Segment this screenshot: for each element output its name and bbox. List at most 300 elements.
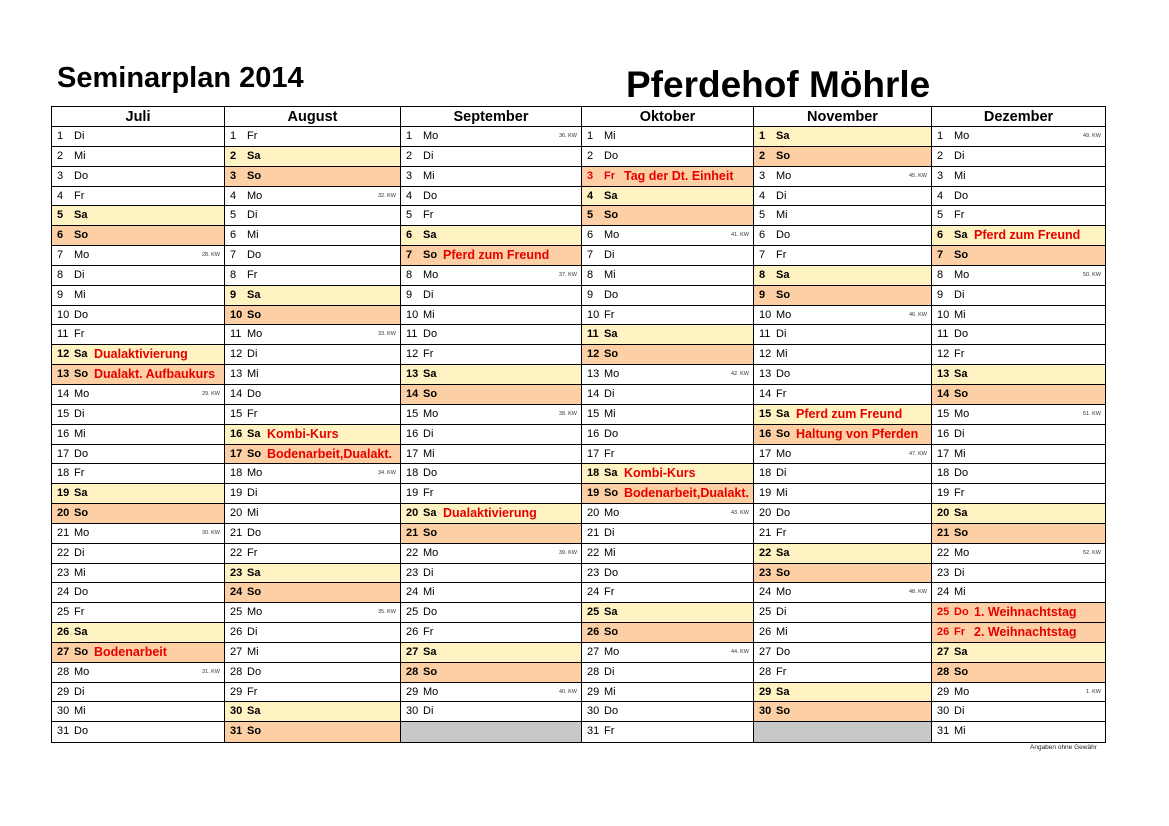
- day-number: 17: [937, 447, 950, 460]
- day-number: 17: [587, 447, 600, 460]
- day-number: 8: [937, 268, 944, 281]
- day-cell: [932, 345, 1105, 365]
- day-number: 22: [57, 546, 70, 559]
- weekday: Fr: [247, 268, 258, 281]
- weekday: Do: [604, 149, 619, 162]
- weekday: Fr: [423, 209, 434, 222]
- day-number: 9: [937, 288, 944, 301]
- weekday: Fr: [954, 626, 965, 639]
- day-number: 4: [57, 189, 64, 202]
- day-cell: [52, 365, 224, 385]
- day-cell: [582, 365, 753, 385]
- day-cell: [225, 306, 400, 326]
- day-number: 20: [587, 507, 600, 520]
- week-number: 34. KW: [377, 470, 396, 477]
- day-cell: [582, 246, 753, 266]
- day-cell: [401, 425, 581, 445]
- day-cell: [401, 464, 581, 484]
- day-cell: [52, 147, 224, 167]
- day-cell: [932, 464, 1105, 484]
- day-cell: [582, 464, 753, 484]
- day-number: 6: [937, 229, 944, 242]
- weekday: Mi: [247, 645, 259, 658]
- day-cell: [52, 603, 224, 623]
- weekday: Fr: [247, 407, 258, 420]
- weekday: Sa: [74, 209, 88, 222]
- day-cell: [225, 286, 400, 306]
- weekday: Mo: [776, 169, 792, 182]
- weekday: Sa: [776, 407, 790, 420]
- day-number: 23: [587, 566, 600, 579]
- week-number: 33. KW: [377, 331, 396, 338]
- weekday: Do: [247, 387, 262, 400]
- weekday: Mo: [74, 249, 90, 262]
- day-number: 30: [759, 705, 772, 718]
- day-cell: [225, 246, 400, 266]
- day-cell: [932, 623, 1105, 643]
- day-cell: [401, 524, 581, 544]
- weekday: Mo: [423, 407, 439, 420]
- weekday: Mi: [776, 487, 788, 500]
- day-number: 21: [587, 526, 600, 539]
- weekday: So: [604, 209, 619, 222]
- day-cell: [52, 722, 224, 742]
- day-number: 14: [230, 387, 243, 400]
- day-number: 10: [57, 308, 70, 321]
- event-label: Dualakt. Aufbaukurs: [94, 367, 216, 382]
- week-number: 28. KW: [201, 252, 220, 259]
- event-label: Pferd zum Freund: [796, 406, 903, 421]
- day-number: 5: [230, 209, 237, 222]
- day-number: 25: [406, 606, 419, 619]
- weekday: Fr: [776, 665, 787, 678]
- weekday: Mo: [604, 368, 620, 381]
- day-cell: [754, 425, 931, 445]
- day-cell: [754, 583, 931, 603]
- day-number: 8: [57, 268, 64, 281]
- day-cell: [754, 484, 931, 504]
- day-cell: [932, 187, 1105, 207]
- day-cell: [225, 266, 400, 286]
- month-column-juli: [52, 107, 224, 742]
- weekday: Do: [423, 328, 438, 341]
- day-number: 5: [406, 209, 413, 222]
- day-cell: [932, 722, 1105, 742]
- weekday: Mo: [954, 546, 970, 559]
- day-number: 26: [587, 626, 600, 639]
- day-cell: [225, 365, 400, 385]
- day-number: 29: [587, 685, 600, 698]
- day-cell: [582, 524, 753, 544]
- weekday: Sa: [954, 645, 968, 658]
- day-cell: [754, 206, 931, 226]
- day-cell: [52, 564, 224, 584]
- day-cell: [932, 683, 1105, 703]
- day-cell: [582, 504, 753, 524]
- day-cell: [582, 345, 753, 365]
- weekday: Do: [604, 427, 619, 440]
- week-number: 39. KW: [558, 549, 577, 556]
- weekday: Di: [776, 606, 787, 619]
- day-cell: [52, 345, 224, 365]
- day-number: 29: [230, 685, 243, 698]
- weekday: So: [776, 149, 791, 162]
- day-cell: [225, 445, 400, 465]
- weekday: So: [74, 229, 89, 242]
- day-number: 24: [937, 586, 950, 599]
- event-label: Bodenarbeit,Dualakt.: [267, 446, 393, 461]
- weekday: Mo: [247, 328, 263, 341]
- day-number: 16: [406, 427, 419, 440]
- weekday: Do: [604, 288, 619, 301]
- week-number: 36. KW: [558, 133, 577, 139]
- day-cell: [52, 325, 224, 345]
- week-number: 50. KW: [1082, 271, 1101, 278]
- day-number: 21: [759, 526, 772, 539]
- day-number: 7: [406, 249, 413, 262]
- day-number: 11: [587, 328, 599, 341]
- day-cell: [52, 127, 224, 147]
- weekday: Do: [604, 566, 619, 579]
- weekday: So: [954, 665, 969, 678]
- day-cell: [754, 365, 931, 385]
- day-cell: [52, 643, 224, 663]
- day-cell: [754, 603, 931, 623]
- day-number: 16: [937, 427, 950, 440]
- day-number: 19: [937, 487, 950, 500]
- day-number: 14: [937, 387, 950, 400]
- event-label: Bodenarbeit,Dualakt.: [624, 486, 750, 501]
- day-number: 6: [587, 229, 594, 242]
- day-cell: [582, 702, 753, 722]
- day-cell: [52, 405, 224, 425]
- day-number: 6: [759, 229, 766, 242]
- event-label: Kombi-Kurs: [267, 426, 339, 441]
- event-label: Dualaktivierung: [443, 506, 537, 521]
- day-cell: [401, 544, 581, 564]
- day-number: 2: [406, 149, 413, 162]
- day-cell: [932, 702, 1105, 722]
- day-cell: [582, 583, 753, 603]
- day-number: 7: [587, 249, 594, 262]
- day-number: 21: [57, 526, 70, 539]
- day-cell: [582, 663, 753, 683]
- day-number: 25: [230, 606, 243, 619]
- weekday: Mo: [74, 526, 90, 539]
- day-cell: [754, 266, 931, 286]
- weekday: Sa: [247, 149, 261, 162]
- weekday: Di: [423, 566, 434, 579]
- day-number: 14: [759, 387, 772, 400]
- day-number: 31: [587, 725, 600, 738]
- day-cell: [401, 325, 581, 345]
- weekday: Di: [604, 526, 615, 539]
- day-cell: [582, 266, 753, 286]
- day-number: 7: [57, 249, 64, 262]
- weekday: Di: [776, 328, 787, 341]
- day-cell: [582, 623, 753, 643]
- month-header: September: [401, 107, 581, 127]
- weekday: Fr: [954, 209, 965, 222]
- weekday: So: [954, 249, 969, 262]
- day-cell: [401, 683, 581, 703]
- weekday: Sa: [247, 288, 261, 301]
- day-cell: [582, 484, 753, 504]
- day-number: 15: [57, 407, 70, 420]
- day-cell: [932, 583, 1105, 603]
- day-number: 12: [406, 348, 419, 361]
- week-number: 31. KW: [201, 668, 220, 675]
- day-cell: [754, 643, 931, 663]
- day-number: 9: [406, 288, 413, 301]
- day-number: 11: [57, 328, 69, 341]
- month-column-november: [753, 107, 931, 742]
- day-number: 27: [937, 645, 950, 658]
- day-cell: [225, 127, 400, 147]
- day-cell: [754, 187, 931, 207]
- day-cell: [932, 484, 1105, 504]
- day-cell: [582, 167, 753, 187]
- day-number: 18: [759, 467, 772, 480]
- day-number: 23: [406, 566, 419, 579]
- day-cell: [225, 683, 400, 703]
- day-number: 10: [587, 308, 600, 321]
- day-cell: [932, 643, 1105, 663]
- day-number: 10: [937, 308, 950, 321]
- weekday: Mi: [74, 566, 86, 579]
- day-cell: [225, 187, 400, 207]
- day-cell: [401, 187, 581, 207]
- weekday: Di: [74, 546, 85, 559]
- day-number: 18: [57, 467, 70, 480]
- day-cell: [225, 206, 400, 226]
- day-cell: [582, 286, 753, 306]
- day-cell: [225, 583, 400, 603]
- day-cell: [582, 385, 753, 405]
- day-number: 7: [759, 249, 766, 262]
- weekday: Di: [604, 665, 615, 678]
- day-cell: [754, 683, 931, 703]
- weekday: So: [74, 368, 89, 381]
- weekday: Di: [74, 685, 85, 698]
- weekday: So: [423, 665, 438, 678]
- day-number: 21: [230, 526, 243, 539]
- weekday: Di: [776, 189, 787, 202]
- day-number: 1: [587, 130, 594, 142]
- day-cell: [52, 504, 224, 524]
- day-number: 24: [406, 586, 419, 599]
- disclaimer-note: Angaben ohne Gewähr: [1030, 744, 1097, 751]
- day-cell: [754, 464, 931, 484]
- weekday: Mo: [776, 308, 792, 321]
- weekday: Mi: [604, 268, 616, 281]
- weekday: So: [954, 526, 969, 539]
- day-cell: [225, 702, 400, 722]
- day-number: 19: [759, 487, 772, 500]
- day-number: 20: [759, 507, 772, 520]
- day-number: 19: [230, 487, 243, 500]
- weekday: Do: [954, 606, 969, 619]
- day-number: 16: [759, 427, 772, 440]
- day-number: 3: [759, 169, 766, 182]
- day-number: 19: [587, 487, 600, 500]
- weekday: Do: [776, 507, 791, 520]
- day-number: 8: [230, 268, 237, 281]
- day-cell: [401, 623, 581, 643]
- weekday: Di: [74, 407, 85, 420]
- day-number: 4: [587, 189, 594, 202]
- weekday: Mi: [423, 447, 435, 460]
- weekday: Di: [247, 348, 258, 361]
- weekday: Mi: [604, 130, 616, 142]
- weekday: Di: [954, 705, 965, 718]
- day-number: 12: [230, 348, 243, 361]
- weekday: Mo: [604, 229, 620, 242]
- weekday: Di: [954, 149, 965, 162]
- day-cell: [932, 206, 1105, 226]
- weekday: Mi: [776, 209, 788, 222]
- day-number: 2: [759, 149, 766, 162]
- day-number: 20: [57, 507, 70, 520]
- day-number: 11: [937, 328, 949, 341]
- day-number: 27: [57, 645, 70, 658]
- month-header: Dezember: [932, 107, 1105, 127]
- day-number: 20: [230, 507, 243, 520]
- day-number: 22: [937, 546, 950, 559]
- day-number: 24: [230, 586, 243, 599]
- weekday: Di: [74, 130, 85, 142]
- day-cell: [754, 663, 931, 683]
- weekday: Fr: [423, 487, 434, 500]
- calendar-grid: [51, 106, 1106, 743]
- day-number: 9: [57, 288, 64, 301]
- weekday: Sa: [247, 566, 261, 579]
- weekday: Fr: [604, 447, 615, 460]
- weekday: So: [776, 288, 791, 301]
- day-cell: [401, 445, 581, 465]
- weekday: Sa: [74, 487, 88, 500]
- day-number: 19: [57, 487, 70, 500]
- day-cell: [401, 286, 581, 306]
- weekday: Mo: [954, 407, 970, 420]
- day-cell: [754, 167, 931, 187]
- weekday: Fr: [74, 189, 85, 202]
- weekday: Mo: [423, 268, 439, 281]
- weekday: So: [604, 487, 619, 500]
- weekday: So: [74, 507, 89, 520]
- day-number: 28: [587, 665, 600, 678]
- weekday: Mo: [776, 447, 792, 460]
- weekday: Fr: [423, 626, 434, 639]
- day-cell: [401, 643, 581, 663]
- weekday: Mi: [776, 626, 788, 639]
- day-number: 10: [230, 308, 243, 321]
- day-number: 13: [230, 368, 243, 381]
- day-cell: [52, 246, 224, 266]
- weekday: Mo: [954, 130, 970, 142]
- day-number: 20: [937, 507, 950, 520]
- weekday: Do: [74, 725, 89, 738]
- week-number: 29. KW: [201, 390, 220, 397]
- weekday: So: [423, 249, 438, 262]
- day-cell: [754, 306, 931, 326]
- day-number: 23: [937, 566, 950, 579]
- weekday: Do: [776, 368, 791, 381]
- day-number: 24: [759, 586, 772, 599]
- day-number: 29: [57, 685, 70, 698]
- weekday: So: [954, 387, 969, 400]
- weekday: Mo: [74, 665, 90, 678]
- day-cell: [932, 365, 1105, 385]
- day-number: 4: [230, 189, 237, 202]
- weekday: Sa: [247, 427, 261, 440]
- weekday: Di: [954, 427, 965, 440]
- weekday: Fr: [247, 546, 258, 559]
- day-number: 30: [230, 705, 243, 718]
- day-cell: [52, 544, 224, 564]
- day-cell: [52, 187, 224, 207]
- day-cell: [225, 603, 400, 623]
- weekday: Sa: [776, 268, 790, 281]
- day-number: 27: [406, 645, 419, 658]
- weekday: Mo: [954, 685, 970, 698]
- day-number: 17: [759, 447, 772, 460]
- day-cell: [401, 663, 581, 683]
- day-number: 13: [759, 368, 772, 381]
- day-cell: [401, 385, 581, 405]
- weekday: Mi: [74, 288, 86, 301]
- day-cell: [401, 127, 581, 147]
- day-number: 15: [230, 407, 243, 420]
- day-cell: [582, 325, 753, 345]
- weekday: Mi: [423, 169, 435, 182]
- weekday: Mi: [954, 308, 966, 321]
- day-number: 3: [406, 169, 413, 182]
- day-number: 12: [759, 348, 772, 361]
- day-cell: [754, 226, 931, 246]
- weekday: So: [423, 526, 438, 539]
- week-number: 52. KW: [1082, 549, 1101, 556]
- weekday: Fr: [776, 387, 787, 400]
- day-number: 21: [406, 526, 419, 539]
- day-cell: [52, 663, 224, 683]
- weekday: Mi: [954, 725, 966, 738]
- weekday: Fr: [74, 467, 85, 480]
- day-cell: [401, 226, 581, 246]
- weekday: Mi: [423, 308, 435, 321]
- weekday: Mo: [954, 268, 970, 281]
- day-cell: [52, 623, 224, 643]
- day-cell: [225, 504, 400, 524]
- weekday: Fr: [776, 249, 787, 262]
- day-cell: [932, 266, 1105, 286]
- day-cell: [582, 127, 753, 147]
- day-number: 28: [937, 665, 950, 678]
- weekday: Sa: [604, 606, 618, 619]
- weekday: Di: [604, 387, 615, 400]
- day-cell: [401, 147, 581, 167]
- day-cell: [754, 345, 931, 365]
- day-cell: [225, 226, 400, 246]
- week-number: 51. KW: [1082, 410, 1101, 417]
- weekday: Mo: [604, 507, 620, 520]
- day-cell: [582, 405, 753, 425]
- weekday: Do: [604, 705, 619, 718]
- weekday: Sa: [954, 507, 968, 520]
- day-number: 22: [587, 546, 600, 559]
- weekday: Do: [247, 249, 262, 262]
- day-cell: [225, 464, 400, 484]
